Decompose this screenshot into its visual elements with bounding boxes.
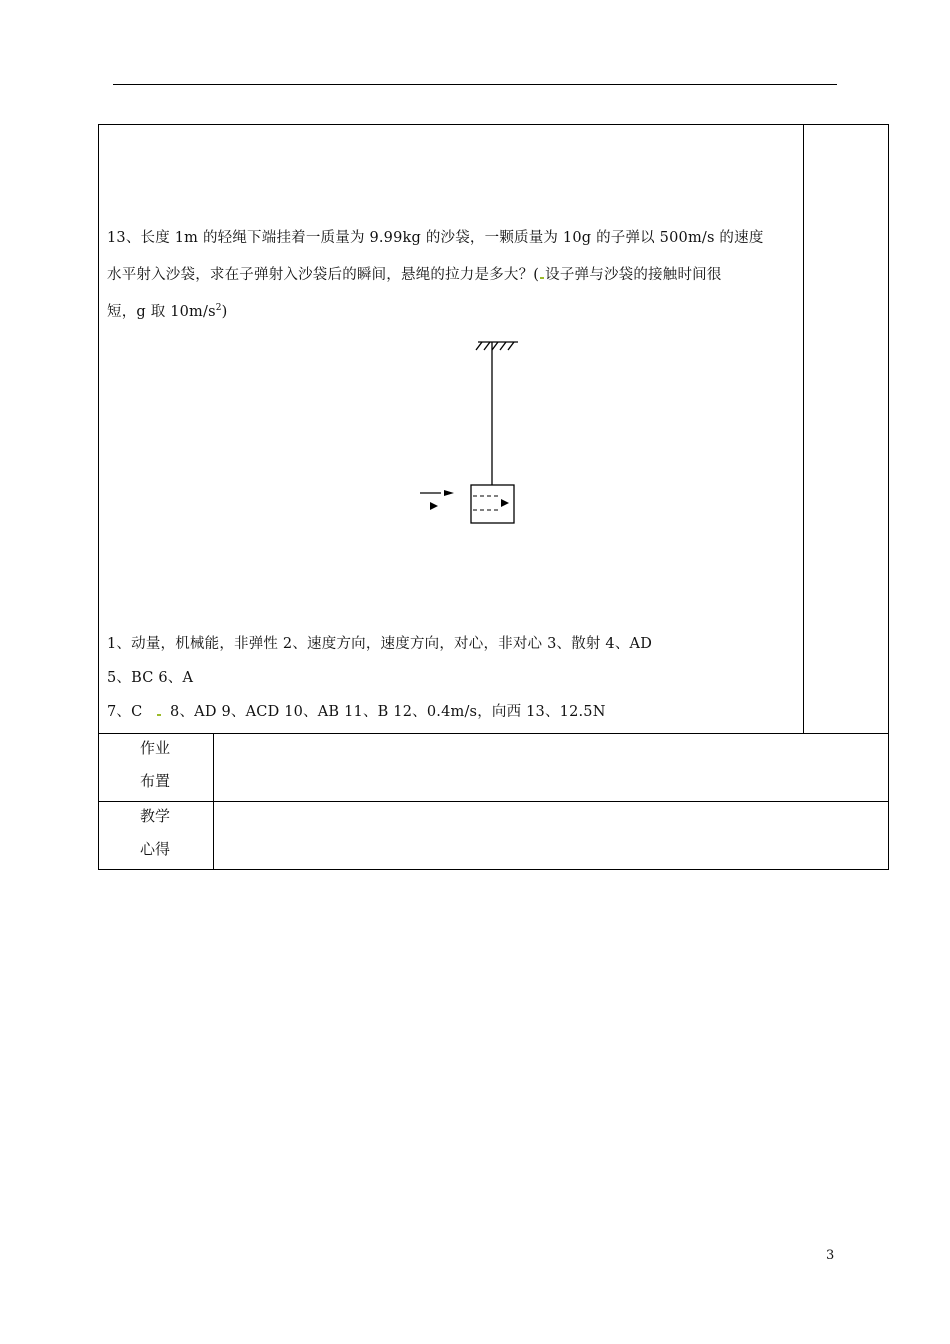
reflection-label-1: 教学 xyxy=(139,807,170,825)
velocity-arrow-head-icon xyxy=(444,490,454,496)
question-line-3 xyxy=(107,302,228,322)
edit-marker xyxy=(540,273,544,279)
answers-line-3-a: 7、C xyxy=(107,704,143,720)
answers-line-3 xyxy=(107,702,606,722)
answers-line-2: 5、BC 6、A xyxy=(107,670,194,686)
sandbag xyxy=(471,485,514,523)
reflection-content-cell xyxy=(213,801,889,870)
homework-label-1: 作业 xyxy=(139,739,170,757)
question-line-2 xyxy=(107,265,722,285)
homework-label-2: 布置 xyxy=(139,772,170,790)
lesson-table xyxy=(98,124,889,870)
answers-line-1: 1、动量，机械能，非弹性 2、速度方向，速度方向，对心，非对心 3、散射 4、AD xyxy=(107,636,653,652)
question-line-3-b: ) xyxy=(221,304,228,320)
bullet-icon xyxy=(430,502,438,510)
header-rule xyxy=(113,84,837,85)
reflection-label-2: 心得 xyxy=(139,840,170,858)
page-number: 3 xyxy=(826,1248,835,1263)
question-line-3-a: 短，g 取 10m/s xyxy=(107,304,216,320)
exponent: 2 xyxy=(215,303,222,313)
ceiling-support xyxy=(476,342,518,350)
homework-content-cell xyxy=(213,733,889,802)
side-cell xyxy=(803,124,889,734)
question-line-2-a: 水平射入沙袋，求在子弹射入沙袋后的瞬间，悬绳的拉力是多大？( xyxy=(107,267,540,283)
pendulum-diagram xyxy=(416,332,546,532)
question-line-1: 13、长度 1m 的轻绳下端挂着一质量为 9.99kg 的沙袋，一颗质量为 10g 的子弹以 500m/s 的速度 xyxy=(107,230,764,246)
answers-line-3-b: 8、AD 9、ACD 10、AB 11、B 12、0.4m/s，向西 13、12.5N xyxy=(170,704,606,720)
question-line-2-b: 设子弹与沙袋的接触时间很 xyxy=(545,267,722,283)
edit-marker-2 xyxy=(157,710,161,716)
